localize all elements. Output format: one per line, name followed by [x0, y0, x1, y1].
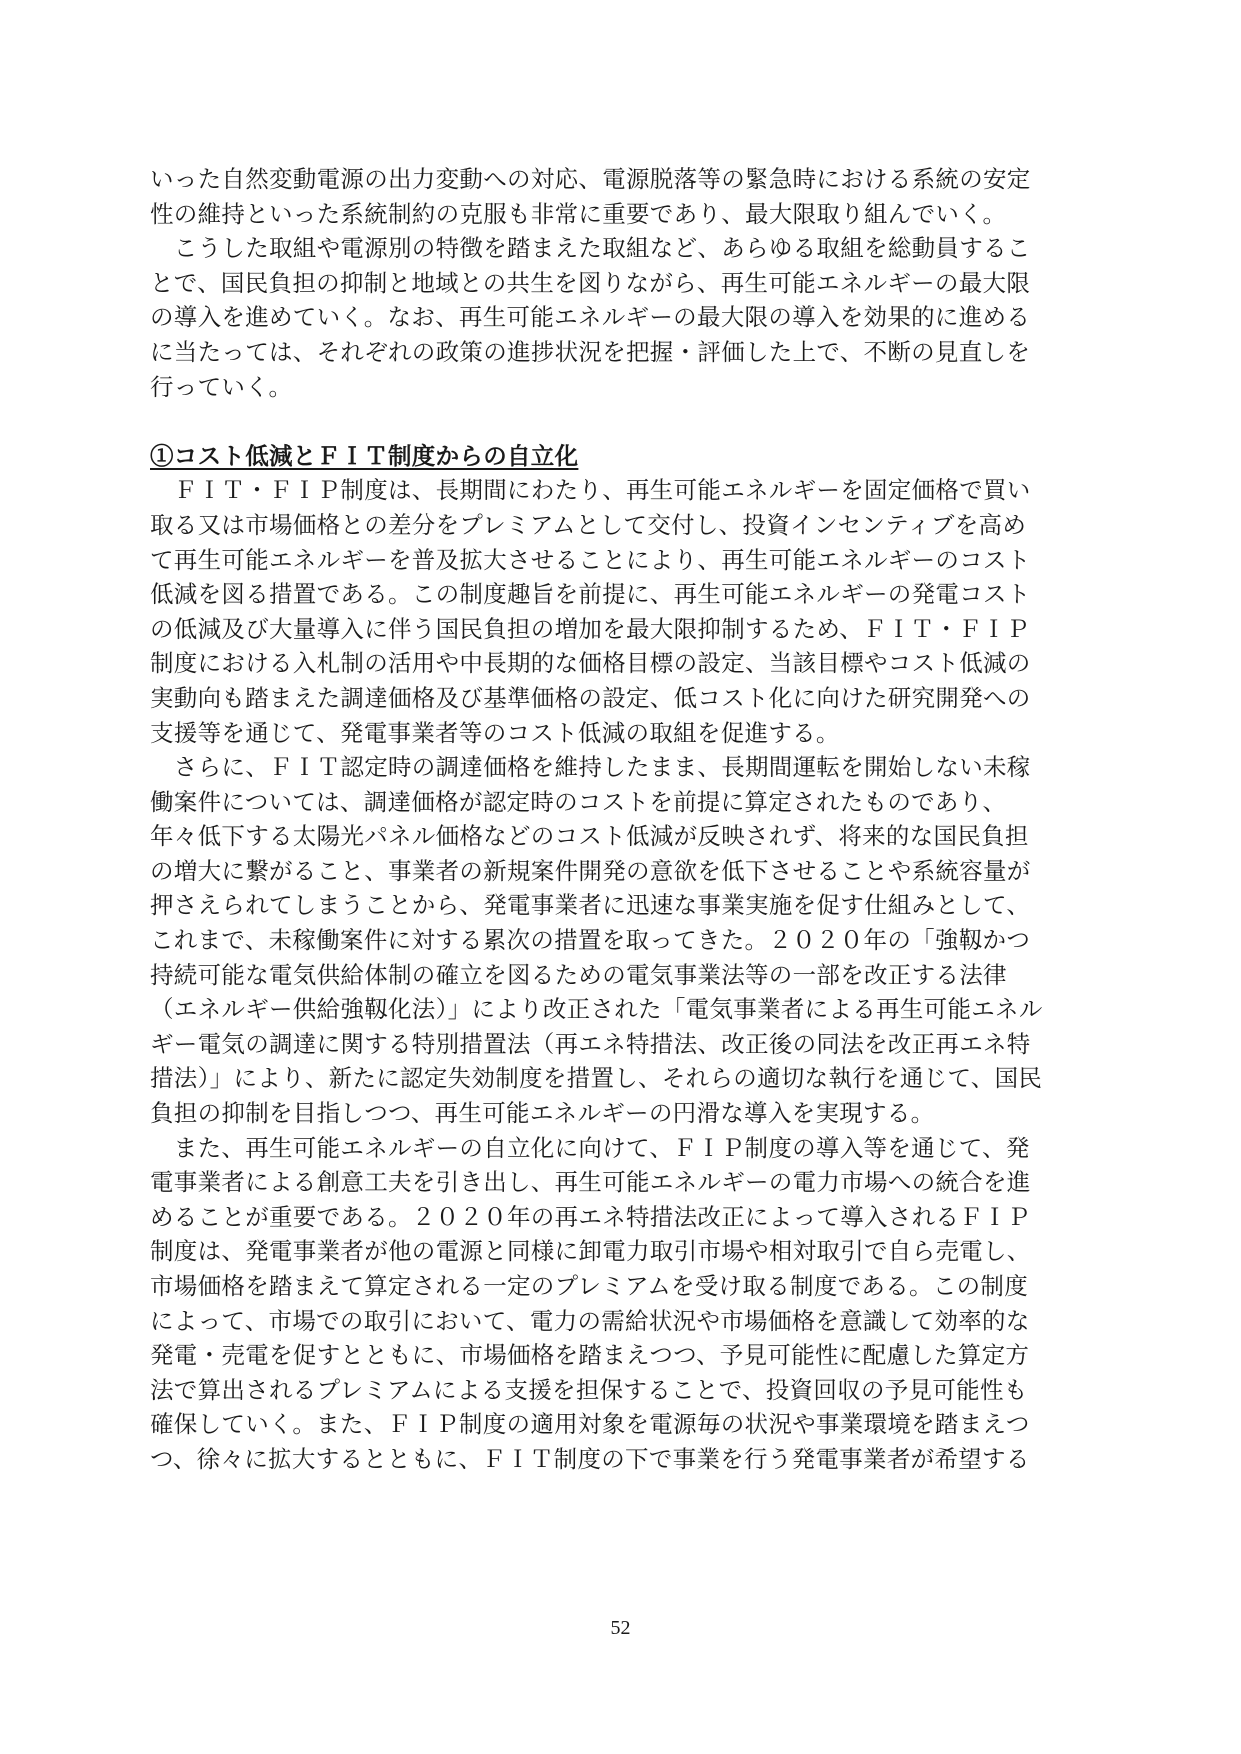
- text-line: 措法）」により、新たに認定失効制度を措置し、それらの適切な執行を通じて、国民: [150, 1064, 1043, 1093]
- paragraph-3: [150, 473, 1090, 750]
- paragraph-5: [150, 1131, 1090, 1477]
- text-line: 市場価格を踏まえて算定される一定のプレミアムを受け取る制度である。この制度: [150, 1272, 1029, 1300]
- text-line: 押さえられてしまうことから、発電事業者に迅速な事業実施を促す仕組みとして、: [150, 891, 1031, 920]
- text-line: ギー電気の調達に関する特別措置法（再エネ特措法、改正後の同法を改正再エネ特: [150, 1029, 1031, 1058]
- text-line: 発電・売電を促すとともに、市場価格を踏まえつつ、予見可能性に配慮した算定方: [150, 1341, 1030, 1370]
- text-line: 確保していく。また、ＦＩＰ制度の適用対象を電源毎の状況や事業環境を踏まえつ: [150, 1410, 1030, 1439]
- text-line: これまで、未稼働案件に対する累次の措置を取ってきた。２０２０年の「強靱かつ: [150, 926, 1031, 955]
- text-line: また、再生可能エネルギーの自立化に向けて、ＦＩＰ制度の導入等を通じて、発: [150, 1133, 1030, 1162]
- text-line: て再生可能エネルギーを普及拡大させることにより、再生可能エネルギーのコスト: [150, 545, 1031, 574]
- page-number: 52: [610, 1617, 631, 1639]
- paragraph-2: [150, 231, 1090, 404]
- text-line: とで、国民負担の抑制と地域との共生を図りながら、再生可能エネルギーの最大限: [150, 268, 1031, 297]
- text-line: 制度における入札制の活用や中長期的な価格目標の設定、当該目標やコスト低減の: [150, 649, 1031, 678]
- text-line: いった自然変動電源の出力変動への対応、電源脱落等の緊急時における系統の安定: [150, 165, 1031, 193]
- text-line: 実動向も踏まえた調達価格及び基準価格の設定、低コスト化に向けた研究開発への: [150, 683, 1031, 712]
- text-line: 法で算出されるプレミアムによる支援を担保することで、投資回収の予見可能性も: [150, 1375, 1028, 1404]
- paragraph-1: [150, 162, 1090, 231]
- section-heading-block: [150, 439, 1090, 474]
- text-line: 低減を図る措置である。この制度趣旨を前提に、再生可能エネルギーの発電コスト: [150, 580, 1031, 609]
- text-line: に当たっては、それぞれの政策の進捗状況を把握・評価した上で、不断の見直しを: [150, 337, 1031, 366]
- text-line: 電事業者による創意工夫を引き出し、再生可能エネルギーの電力市場への統合を進: [150, 1168, 1031, 1197]
- text-line: さらに、ＦＩＴ認定時の調達価格を維持したまま、長期間運転を開始しない未稼: [150, 753, 1031, 782]
- text-line: の増大に繋がること、事業者の新規案件開発の意欲を低下させることや系統容量が: [150, 856, 1031, 885]
- text-line: 負担の抑制を目指しつつ、再生可能エネルギーの円滑な導入を実現する。: [150, 1099, 935, 1128]
- paragraph-4: [150, 750, 1090, 1131]
- text-line: （エネルギー供給強靱化法）」により改正された「電気事業者による再生可能エネル: [150, 995, 1043, 1024]
- text-line: こうした取組や電源別の特徴を踏まえた取組など、あらゆる取組を総動員するこ: [150, 234, 1031, 263]
- text-line: 働案件については、調達価格が認定時のコストを前提に算定されたものであり、: [150, 787, 1007, 816]
- text-line: 支援等を通じて、発電事業者等のコスト低減の取組を促進する。: [150, 718, 840, 747]
- text-line: 行っていく。: [150, 372, 293, 401]
- text-line: 制度は、発電事業者が他の電源と同様に卸電力取引市場や相対取引で自ら売電し、: [150, 1237, 1031, 1266]
- text-line: 性の維持といった系統制約の克服も非常に重要であり、最大限取り組んでいく。: [150, 199, 1007, 228]
- text-line: ＦＩＴ・ＦＩＰ制度は、長期間にわたり、再生可能エネルギーを固定価格で買い: [150, 476, 1031, 505]
- text-line: の導入を進めていく。なお、再生可能エネルギーの最大限の導入を効果的に進める: [150, 303, 1031, 332]
- text-line: つ、徐々に拡大するとともに、ＦＩＴ制度の下で事業を行う発電事業者が希望する: [150, 1444, 1030, 1473]
- paragraph-spacer: [150, 404, 1090, 439]
- text-line: 持続可能な電気供給体制の確立を図るための電気事業法等の一部を改正する法律: [150, 960, 1007, 989]
- text-line: 年々低下する太陽光パネル価格などのコスト低減が反映されず、将来的な国民負担: [150, 822, 1029, 851]
- text-line: めることが重要である。２０２０年の再エネ特措法改正によって導入されるＦＩＰ: [150, 1202, 1031, 1231]
- text-line: 取る又は市場価格との差分をプレミアムとして交付し、投資インセンティブを高め: [150, 510, 1027, 539]
- section-heading: ①コスト低減とＦＩＴ制度からの自立化: [150, 441, 579, 470]
- body-text: [150, 162, 1090, 1477]
- text-line: の低減及び大量導入に伴う国民負担の増加を最大限抑制するため、ＦＩＴ・ＦＩＰ: [150, 614, 1030, 643]
- text-line: によって、市場での取引において、電力の需給状況や市場価格を意識して効率的な: [150, 1306, 1030, 1335]
